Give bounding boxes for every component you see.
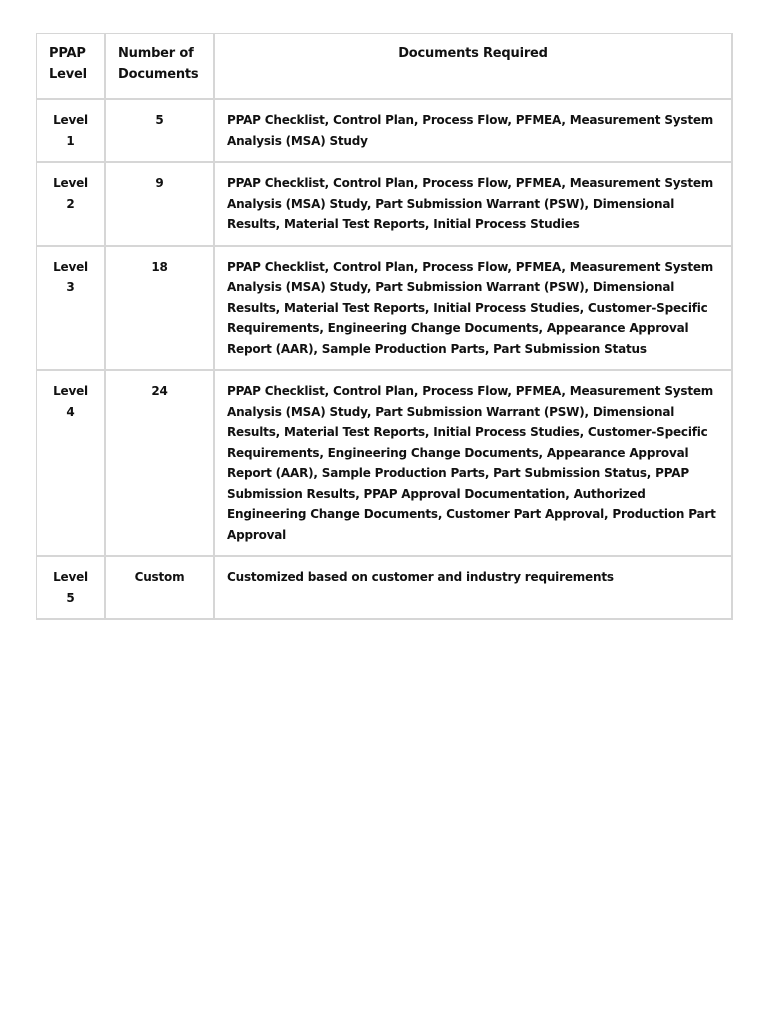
header-number-of-documents: Number of Documents (106, 34, 215, 100)
count-cell: 9 (106, 163, 215, 247)
table-row (37, 100, 733, 163)
table-body (37, 100, 733, 620)
level-cell: Level 5 (37, 557, 106, 620)
documents-cell: Customized based on customer and industry requirements (215, 557, 733, 620)
level-cell: Level 1 (37, 100, 106, 163)
count-cell: Custom (106, 557, 215, 620)
table-row (37, 247, 733, 372)
table-row (37, 371, 733, 557)
header-documents-required: Documents Required (215, 34, 733, 100)
count-cell: 18 (106, 247, 215, 372)
table-row (37, 557, 733, 620)
header-ppap-level: PPAP Level (37, 34, 106, 100)
documents-cell: PPAP Checklist, Control Plan, Process Flow, PFMEA, Measurement System Analysis (MSA) Study (215, 100, 733, 163)
documents-cell: PPAP Checklist, Control Plan, Process Flow, PFMEA, Measurement System Analysis (MSA) Study, Part Submission Warrant (PSW), Dimensional Results, Material Test Reports, Initial Process Studies (215, 163, 733, 247)
level-cell: Level 2 (37, 163, 106, 247)
documents-cell: PPAP Checklist, Control Plan, Process Flow, PFMEA, Measurement System Analysis (MSA) Study, Part Submission Warrant (PSW), Dimensional Results, Material Test Reports, Initial Process Studies, Customer-Specific Requirements, Engineering Change Documents, Appearance Approval Report (AAR), Sample Production Parts, Part Submission Status, PPAP Submission Results, PPAP Approval Documentation, Authorized Engineering Change Documents, Customer Part Approval, Production Part Approval (215, 371, 733, 557)
count-cell: 5 (106, 100, 215, 163)
header-row (37, 34, 733, 100)
documents-cell: PPAP Checklist, Control Plan, Process Flow, PFMEA, Measurement System Analysis (MSA) Study, Part Submission Warrant (PSW), Dimensional Results, Material Test Reports, Initial Process Studies, Customer-Specific Requirements, Engineering Change Documents, Appearance Approval Report (AAR), Sample Production Parts, Part Submission Status (215, 247, 733, 372)
count-cell: 24 (106, 371, 215, 557)
ppap-levels-table (36, 33, 733, 620)
level-cell: Level 3 (37, 247, 106, 372)
level-cell: Level 4 (37, 371, 106, 557)
table-row (37, 163, 733, 247)
table-header (37, 34, 733, 100)
